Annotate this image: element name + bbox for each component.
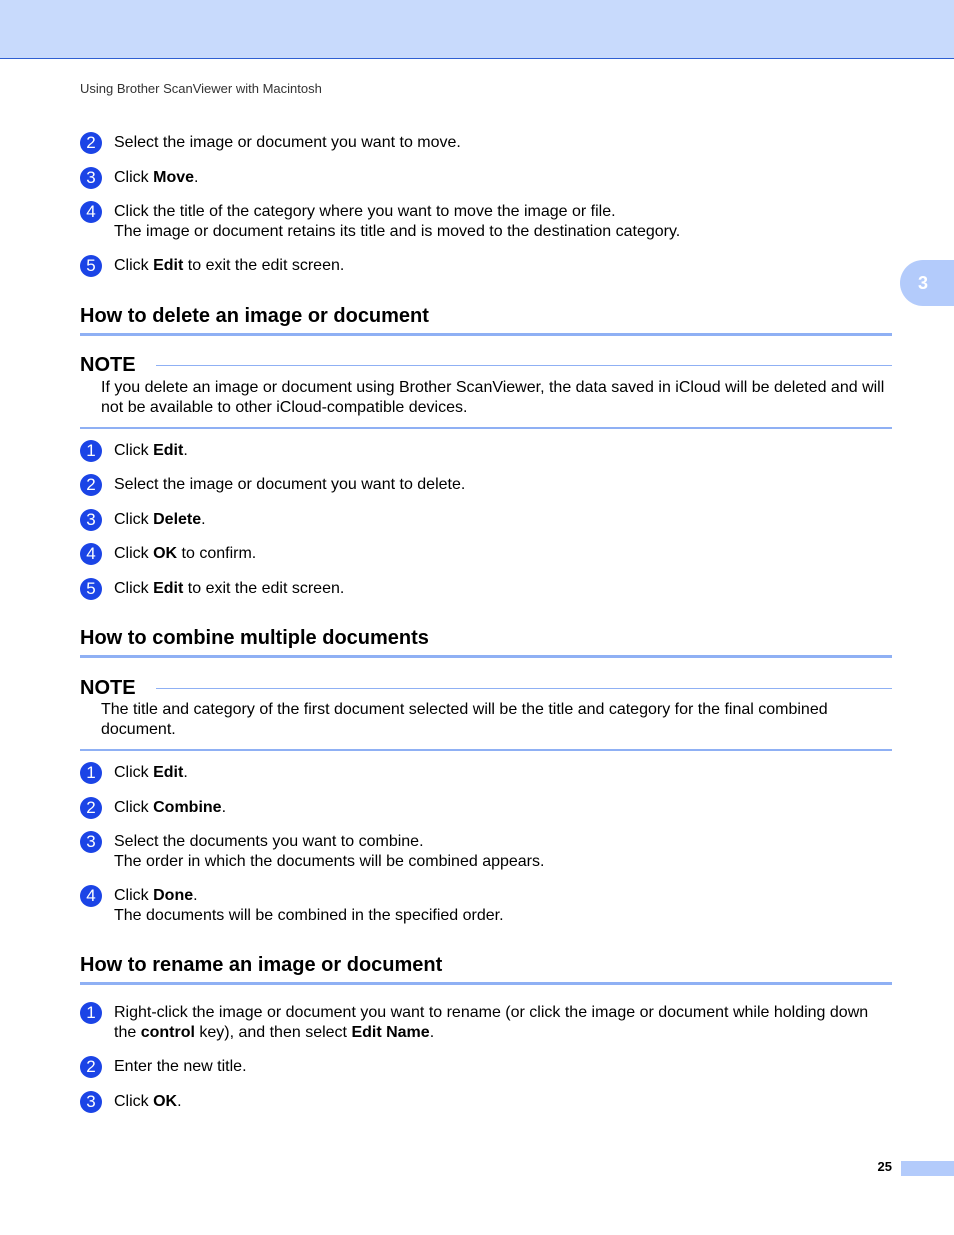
step-text: .	[183, 441, 188, 459]
step-item	[80, 133, 892, 153]
step-item	[80, 441, 892, 461]
step-item	[80, 168, 892, 188]
ui-term: Edit	[153, 441, 184, 459]
step-text: .	[193, 887, 198, 904]
note-text: If you delete an image or document using Brother ScanViewer, the data saved in iCloud will be deleted and will not be available to other iCloud-compatible devices.	[101, 378, 885, 416]
step-number-icon: 3	[80, 1091, 102, 1113]
step-item	[80, 256, 892, 276]
step-text: .	[194, 168, 199, 186]
combine-heading: How to combine multiple documents	[80, 626, 892, 658]
step-text: The order in which the documents will be combined appears.	[114, 852, 545, 870]
combine-steps	[80, 763, 892, 925]
page-number: 25	[877, 1159, 892, 1174]
note-title: NOTE	[80, 354, 136, 376]
step-text: Click	[114, 545, 154, 562]
step-number-icon: 3	[80, 167, 102, 189]
note-rule	[156, 688, 892, 689]
step-item	[80, 832, 892, 871]
step-number-icon: 2	[80, 474, 102, 496]
rename-heading: How to rename an image or document	[80, 953, 892, 985]
step-number-icon: 3	[80, 509, 102, 531]
step-text: Right-click the image or document you want to rename (or click the image or document while holding down the	[114, 1004, 869, 1041]
step-text: to confirm.	[177, 545, 257, 562]
step-text: Select the image or document you want to move.	[114, 134, 461, 151]
move-steps	[80, 133, 892, 276]
step-item	[80, 202, 892, 241]
ui-term: Edit	[153, 257, 184, 274]
ui-term: Edit Name	[351, 1023, 430, 1041]
step-item	[80, 1003, 892, 1042]
top-banner	[0, 0, 954, 59]
page-content	[80, 133, 892, 1126]
combine-note	[80, 676, 892, 751]
step-number-icon: 4	[80, 543, 102, 565]
step-text: .	[183, 764, 188, 781]
step-item	[80, 510, 892, 530]
step-text: Select the documents you want to combine.	[114, 833, 424, 850]
step-number-icon: 4	[80, 201, 102, 223]
step-item	[80, 579, 892, 599]
running-head: Using Brother ScanViewer with Macintosh	[80, 81, 322, 96]
step-text: Click	[114, 168, 154, 186]
ui-term: OK	[153, 545, 178, 562]
step-text: Click	[114, 798, 154, 816]
note-rule	[156, 365, 892, 366]
step-number-icon: 1	[80, 1002, 102, 1024]
note-text: The title and category of the first document selected will be the title and category for the final combined document.	[101, 701, 828, 738]
step-item	[80, 1057, 892, 1077]
footer-tab	[901, 1161, 954, 1176]
rename-steps	[80, 1003, 892, 1111]
step-text: Select the image or document you want to delete.	[114, 476, 466, 493]
step-item	[80, 763, 892, 783]
delete-heading: How to delete an image or document	[80, 304, 892, 336]
step-text: to exit the edit screen.	[183, 257, 345, 274]
ui-term: Done	[153, 887, 194, 904]
ui-term: Delete	[153, 510, 202, 528]
ui-term: Move	[153, 168, 195, 186]
step-number-icon: 4	[80, 885, 102, 907]
step-item	[80, 475, 892, 495]
step-text: Enter the new title.	[114, 1058, 247, 1075]
step-text: Click	[114, 257, 154, 274]
step-text: Click	[114, 510, 154, 528]
ui-term: control	[140, 1023, 195, 1041]
step-text: The documents will be combined in the specified order.	[114, 906, 504, 924]
step-number-icon: 3	[80, 831, 102, 853]
step-number-icon: 5	[80, 578, 102, 600]
step-text: The image or document retains its title and is moved to the destination category.	[114, 222, 681, 240]
chapter-tab: 3	[900, 260, 954, 306]
ui-term: Combine	[153, 798, 222, 816]
step-number-icon: 2	[80, 797, 102, 819]
step-text: Click the title of the category where you want to move the image or file.	[114, 203, 616, 220]
step-text: Click	[114, 1092, 154, 1110]
step-text: .	[201, 510, 206, 528]
step-number-icon: 2	[80, 132, 102, 154]
step-item	[80, 886, 892, 925]
step-item	[80, 1092, 892, 1112]
step-number-icon: 1	[80, 440, 102, 462]
ui-term: Edit	[153, 579, 184, 597]
step-text: key), and then select	[194, 1023, 352, 1041]
delete-note	[80, 354, 892, 429]
delete-steps	[80, 441, 892, 599]
step-item	[80, 544, 892, 564]
step-item	[80, 798, 892, 818]
step-text: Click	[114, 887, 154, 904]
step-text: .	[429, 1023, 435, 1041]
step-text: Click	[114, 441, 154, 459]
ui-term: OK	[153, 1092, 178, 1110]
step-text: Click	[114, 764, 154, 781]
step-text: .	[221, 798, 227, 816]
note-title: NOTE	[80, 676, 136, 699]
step-number-icon: 1	[80, 762, 102, 784]
step-text: to exit the edit screen.	[183, 579, 345, 597]
step-text: .	[177, 1092, 182, 1110]
step-text: Click	[114, 579, 154, 597]
step-number-icon: 2	[80, 1056, 102, 1078]
step-number-icon: 5	[80, 255, 102, 277]
ui-term: Edit	[153, 764, 184, 781]
